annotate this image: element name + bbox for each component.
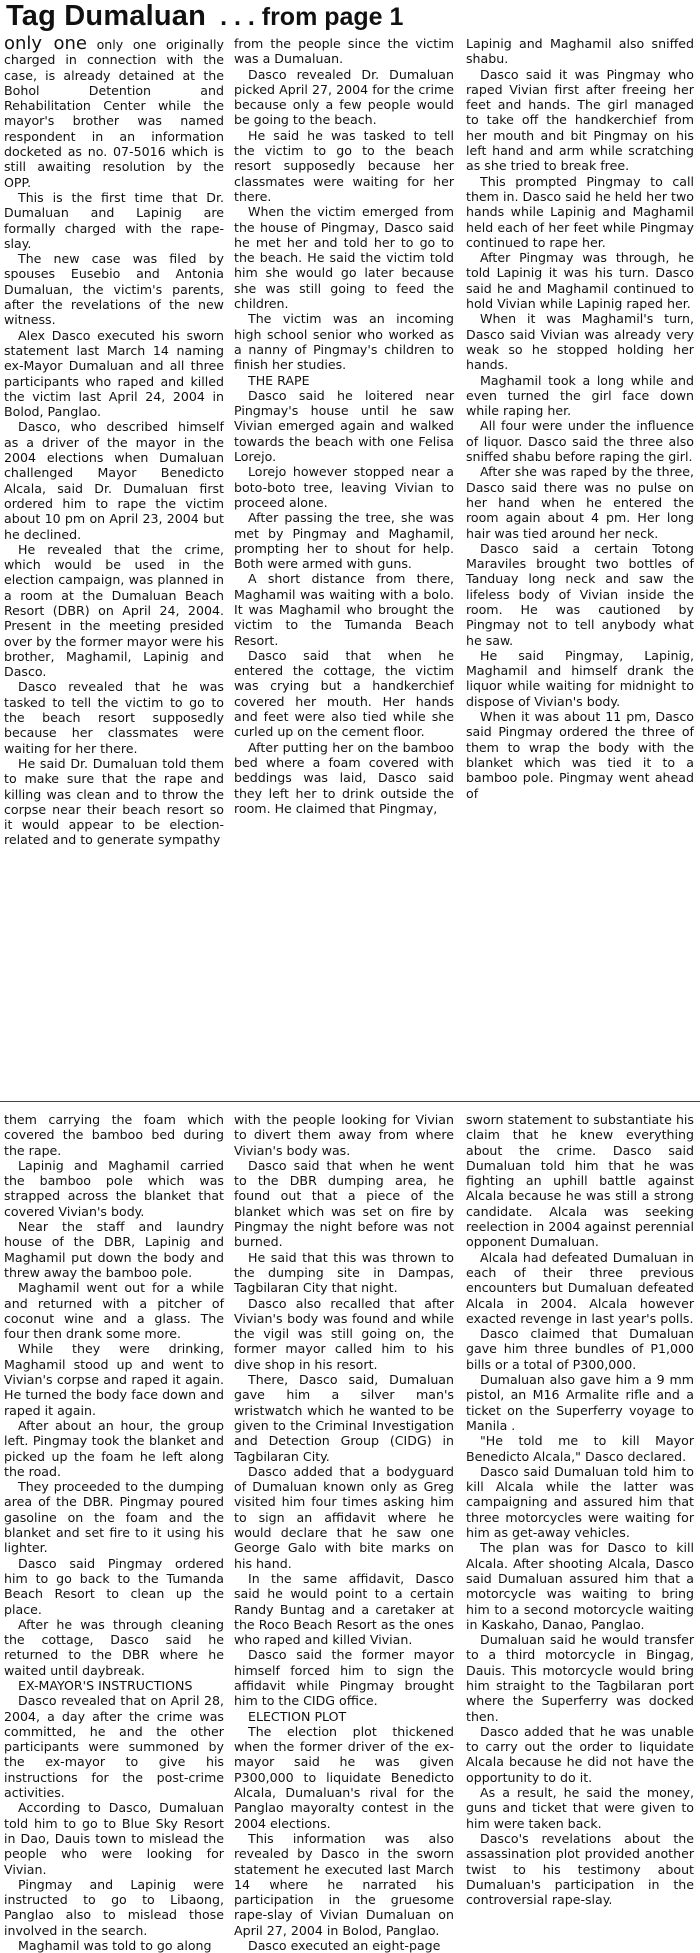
- paragraph: Dasco added that he was unable to carry out the order to liquidate Alcala because he did not have the opportunity to do it.: [466, 1723, 694, 1785]
- paragraph: All four were under the influence of liquor. Dasco said the three also sniffed shabu before raping the girl.: [466, 418, 694, 465]
- paragraph: Dasco said that when he went to the DBR dumping area, he found out that a piece of the blanket which was set on fire by Pingmay the night before was not burned.: [234, 1157, 454, 1250]
- column-1: [4, 1112, 224, 1953]
- paragraph: Dumaluan also gave him a 9 mm pistol, an M16 Armalite rifle and a ticket on the Superferry voyage to Manila .: [466, 1372, 694, 1433]
- paragraph: Maghamil went out for a while and returned with a pitcher of coconut wine and a glass. The four then drank some more.: [4, 1280, 224, 1342]
- paragraph: He said Dr. Dumaluan told them to make sure that the rape and killing was clean and to throw the corpse near their beach resort so it would appear to be election-related and to generate sympathy: [4, 755, 224, 848]
- paragraph: After he was through cleaning the cottage, Dasco said he returned to the DBR where he waited until daybreak.: [4, 1616, 224, 1678]
- column-3: [466, 36, 694, 1094]
- paragraph: He said he was tasked to tell the victim to go to the beach resort supposedly because her classmates were waiting for her there.: [234, 127, 454, 204]
- paragraph: After she was raped by the three, Dasco said there was no pulse on her hand when he entered the room again about 4 pm. Her long hair was tied around her neck.: [466, 464, 694, 541]
- page-header: [6, 0, 694, 36]
- continued-label: . . . from page 1: [220, 3, 404, 31]
- paragraph: He revealed that the crime, which would be used in the election campaign, was planned in a room at the Dumaluan Beach Resort (DBR) on April 24, 2004. Present in the meeting presided over by the former mayor were his brother, Maghamil, Lapinig and Dasco.: [4, 541, 224, 680]
- paragraph: He said Pingmay, Lapinig, Maghamil and himself drank the liquor while waiting for midnight to dispose of Vivian's body.: [466, 647, 694, 709]
- paragraph: He said that this was thrown to the dumping site in Dampas, Tagbilaran City that night.: [234, 1249, 454, 1296]
- paragraph: Lapinig and Maghamil carried the bamboo pole which was strapped across the blanket that covered Vivian's body.: [4, 1157, 224, 1219]
- paragraph: This is the first time that Dr. Dumaluan and Lapinig are formally charged with the rape-slay.: [4, 189, 224, 251]
- paragraph: Maghamil was told to go along: [18, 1938, 212, 1953]
- paragraph: There, Dasco said, Dumaluan gave him a silver man's wristwatch which he wanted to be given to the Criminal Investigation and Detection Group (CIDG) in Tagbilaran City.: [234, 1372, 454, 1464]
- paragraph: Dasco revealed Dr. Dumaluan picked April 27, 2004 for the crime because only a few people would be going to the beach.: [234, 66, 454, 128]
- paragraph: Dasco, who described himself as a driver of the mayor in the 2004 elections when Dumaluan challenged Mayor Benedicto Alcala, said Dr. Dumaluan first ordered him to rape the victim about 10 pm on April 23, 2004 but he declined.: [4, 419, 224, 542]
- paragraph: Lapinig and Maghamil also sniffed shabu.: [466, 36, 694, 67]
- subheading-the-rape: THE RAPE: [248, 372, 310, 388]
- paragraph: The new case was filed by spouses Eusebio and Antonia Dumaluan, the victim's parents, after the revelations of the new witness.: [4, 251, 224, 328]
- paragraph: Dasco said that when he entered the cottage, the victim was crying but a handkerchief covered her mouth. Her hands and feet were also tied while she curled up on the cement floor.: [234, 647, 454, 740]
- paragraph: While they were drinking, Maghamil stood up and went to Vivian's corpse and raped it again. He turned the body face down and raped it again.: [4, 1341, 224, 1418]
- paragraph: Dasco said he loitered near Pingmay's house until he saw Vivian emerged again and walked towards the beach with one Felisa Lorejo.: [234, 387, 454, 465]
- paragraph: Dasco said it was Pingmay who raped Vivian first after freeing her feet and hands. The girl managed to take off the handkerchief from her mouth and bit Pingmay on his left hand and arm while scratching as she tried to break free.: [466, 66, 694, 174]
- column-2: [234, 36, 454, 1094]
- column-2: [234, 1112, 454, 1953]
- paragraph: After putting her on the bamboo bed where a foam covered with beddings was laid, Dasco said they left her to drink outside the room. He claimed that Pingmay,: [234, 739, 454, 816]
- section-divider: [0, 1101, 700, 1102]
- paragraph: Dasco said Dumaluan told him to kill Alcala while the latter was campaigning and assured him that three motorcycles were waiting for him as get-away vehicles.: [466, 1463, 694, 1541]
- column-3: [466, 1112, 694, 1908]
- paragraph: A short distance from there, Maghamil was waiting with a bolo. It was Maghamil who brought the victim to the Tumanda Beach Resort.: [234, 571, 454, 648]
- paragraph: Near the staff and laundry house of the DBR, Lapinig and Maghamil put down the body and threw away the bamboo pole.: [4, 1219, 224, 1280]
- paragraph: When it was about 11 pm, Dasco said Pingmay ordered the three of them to wrap the body with the blanket which was tied it to a bamboo pole. Pingmay went ahead of: [466, 709, 694, 801]
- subheading-ex-mayors-instructions: EX-MAYOR'S INSTRUCTIONS: [18, 1677, 193, 1693]
- paragraph: They proceeded to the dumping area of the DBR. Pingmay poured gasoline on the foam and the blanket and set fire to it using his lighter.: [4, 1479, 224, 1556]
- paragraph: from the people since the victim was a Dumaluan.: [234, 36, 454, 67]
- paragraph: Dasco added that a bodyguard of Dumaluan known only as Greg visited him four times asking him to sign an affidavit where he would declare that he saw one George Galo with bite marks on his hand.: [234, 1463, 454, 1571]
- paragraph: Alcala had defeated Dumaluan in each of their three previous encounters but Dumaluan defeated Alcala in 2004. Alcala however exacted revenge in last year's polls.: [466, 1249, 694, 1326]
- paragraph: After about an hour, the group left. Pingmay took the blanket and picked up the foam he left along the road.: [4, 1417, 224, 1479]
- paragraph: This prompted Pingmay to call them in. Dasco said he held her two hands while Lapinig and Maghamil held each of her feet while Pingmay continued to rape her.: [466, 173, 694, 250]
- article-bottom-section: [0, 1112, 700, 1953]
- paragraph: "He told me to kill Mayor Benedicto Alcala," Dasco declared.: [466, 1433, 694, 1464]
- paragraph: Dasco executed an eight-page: [248, 1938, 441, 1953]
- paragraph: Dasco revealed that he was tasked to tell the victim to go to the beach resort supposedly because her classmates were waiting for her there.: [4, 679, 224, 756]
- paragraph: sworn statement to substantiate his claim that he knew everything about the crime. Dasco said Dumaluan told him that he was fighting an uphill battle against Alcala because he was still a strong candidate. Alcala was seeking reelection in 2004 against perennial opponent Dumaluan.: [466, 1112, 694, 1250]
- paragraph: with the people looking for Vivian to divert them away from where Vivian's body was.: [234, 1112, 454, 1158]
- column-1: [4, 33, 224, 1094]
- paragraph: Dasco claimed that Dumaluan gave him three bundles of P1,000 bills or a total of P300,000.: [466, 1326, 694, 1372]
- paragraph: When the victim emerged from the house of Pingmay, Dasco said he met her and told her to go to the beach. He said the victim told him she would go later because she was still going to feed the children.: [234, 204, 454, 312]
- paragraph: Dasco's revelations about the assassination plot provided another twist to his testimony about Dumaluan's participation in the controversial rape-slay.: [466, 1830, 694, 1908]
- paragraph: Maghamil took a long while and even turned the girl face down while raping her.: [466, 372, 694, 419]
- paragraph: After Pingmay was through, he told Lapinig it was his turn. Dasco said he and Maghamil continued to hold Vivian while Lapinig raped her.: [466, 250, 694, 312]
- paragraph: Dasco also recalled that after Vivian's body was found and while the vigil was still going on, the former mayor called him to his dive shop in his resort.: [234, 1295, 454, 1372]
- subheading-election-plot: ELECTION PLOT: [248, 1708, 347, 1724]
- paragraph: As a result, he said the money, guns and ticket that were given to him were taken back.: [466, 1785, 694, 1831]
- paragraph: Alex Dasco executed his sworn statement last March 14 naming ex-Mayor Dumaluan and all three participants who raped and killed the victim last April 24, 2004 in Bolod, Panglao.: [4, 327, 224, 420]
- paragraph: Dasco said a certain Totong Maraviles brought two bottles of Tanduay long neck and saw the lifeless body of Vivian inside the room. He was cautioned by Pingmay not to tell anybody what he saw.: [466, 540, 694, 648]
- article-top-section: [0, 33, 700, 1094]
- paragraph: In the same affidavit, Dasco said he would point to a certain Randy Buntag and a caretaker at the Roco Beach Resort as the ones who raped and killed Vivian.: [234, 1570, 454, 1648]
- paragraph: Dasco said the former mayor himself forced him to sign the affidavit while Pingmay brought him to the CIDG office.: [234, 1647, 454, 1709]
- paragraph: The election plot thickened when the former driver of the ex-mayor said he was given P300,000 to liquidate Benedicto Alcala, Dumaluan's rival for the Panglao mayoralty contest in the 2004 elections.: [234, 1723, 454, 1831]
- paragraph: Dumaluan said he would transfer to a third motorcycle in Bingag, Dauis. This motorcycle would bring him straight to the Tagbilaran port where the Superferry was docked then.: [466, 1632, 694, 1724]
- paragraph: This information was also revealed by Dasco in the sworn statement he executed last March 14 where he narrated his participation in the gruesome rape-slay of Vivian Dumaluan on April 27, 2004 in Bolod, Panglao.: [234, 1830, 454, 1938]
- paragraph: Pingmay and Lapinig were instructed to go to Libaong, Panglao also to mislead those involved in the search.: [4, 1876, 224, 1938]
- paragraph: After passing the tree, she was met by Pingmay and Maghamil, prompting her to shout for help. Both were armed with guns.: [234, 510, 454, 572]
- paragraph: Dasco revealed that on April 28, 2004, a day after the crime was committed, he and the other participants were summoned by the ex-mayor to give his instructions for the post-crime activities.: [4, 1693, 224, 1801]
- paragraph: Lorejo however stopped near a boto-boto tree, leaving Vivian to proceed alone.: [234, 464, 454, 510]
- paragraph: them carrying the foam which covered the bamboo bed during the rape.: [4, 1112, 224, 1158]
- article-title: Tag Dumaluan: [6, 0, 207, 32]
- paragraph: The victim was an incoming high school senior who worked as a nanny of Pingmay's children to finish her studies.: [234, 311, 454, 373]
- paragraph: Dasco said Pingmay ordered him to go back to the Tumanda Beach Resort to clean up the place.: [4, 1555, 224, 1617]
- paragraph: When it was Maghamil's turn, Dasco said Vivian was already very weak so he stopped holding her hands.: [466, 311, 694, 373]
- paragraph: According to Dasco, Dumaluan told him to go to Blue Sky Resort in Dao, Dauis town to mislead the people who were looking for Vivian.: [4, 1800, 224, 1877]
- paragraph: The plan was for Dasco to kill Alcala. After shooting Alcala, Dasco said Dumaluan assured him that a motorcycle was waiting to bring him to a second motorcycle waiting in Kaskaho, Danao, Panglao.: [466, 1540, 694, 1632]
- paragraph: only one only one originally charged in connection with the case, is already detained at the Bohol Detention and Rehabilitation Center while the mayor's brother was named respondent in an information docketed as no. 07-5016 which is still awaiting resolution by the OPP.: [4, 33, 224, 190]
